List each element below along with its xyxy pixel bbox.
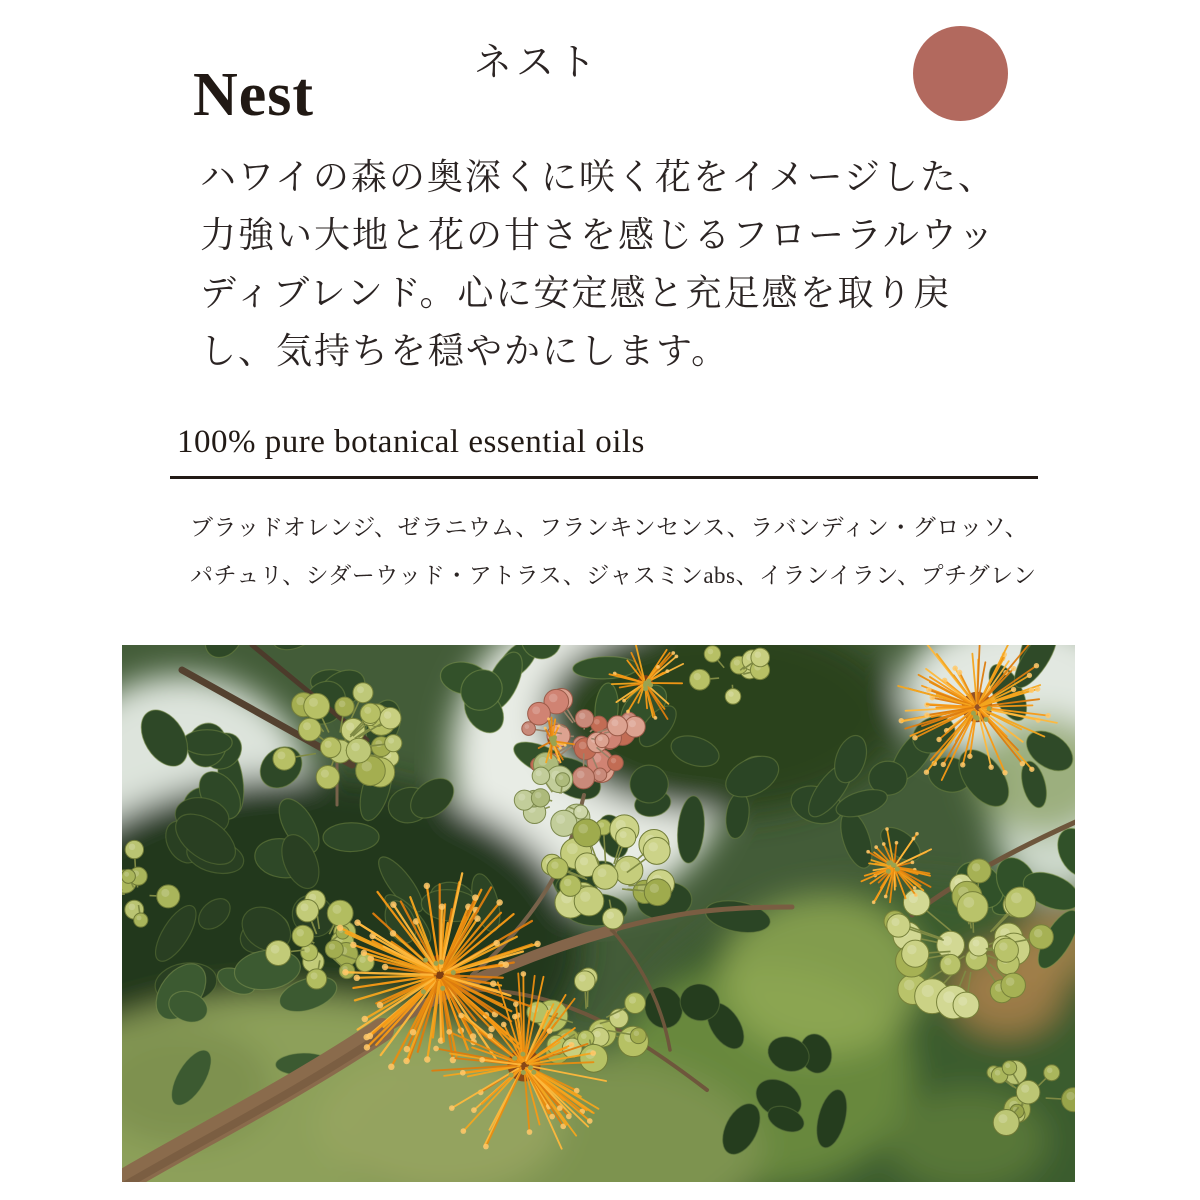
divider-line <box>170 476 1038 479</box>
ingredients-line: パチュリ、シダーウッド・アトラス、ジャスミンabs、イランイラン、プチグレン <box>190 563 1037 588</box>
oils-heading: 100% pure botanical essential oils <box>177 424 645 460</box>
description-line: 力強い大地と花の甘さを感じるフローラルウッ <box>200 215 997 255</box>
product-title-en: Nest <box>193 60 315 129</box>
product-photo <box>122 645 1075 1182</box>
description-line: ハワイの森の奥深くに咲く花をイメージした、 <box>200 157 996 197</box>
product-title-ja: ネスト <box>474 42 601 84</box>
description-line: ディブレンド。心に安定感と充足感を取り戻 <box>200 273 952 313</box>
ingredients-line: ブラッドオレンジ、ゼラニウム、フランキンセンス、ラバンディン・グロッソ、 <box>190 515 1029 540</box>
ingredients-list <box>190 504 1037 600</box>
description-line: し、気持ちを穏やかにします。 <box>200 331 730 371</box>
lehua-tree-photo-illustration <box>122 645 1075 1182</box>
scent-color-swatch <box>913 26 1008 121</box>
product-description <box>200 148 1030 380</box>
